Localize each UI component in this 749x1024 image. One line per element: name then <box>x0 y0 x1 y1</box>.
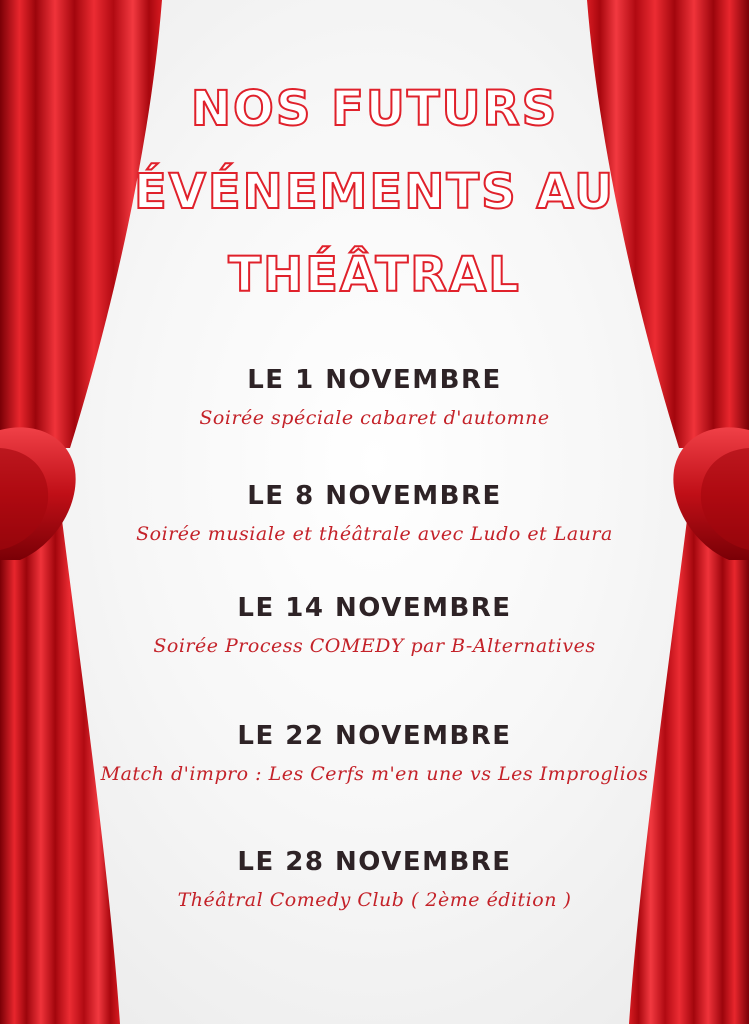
event-date: LE 22 NOVEMBRE <box>237 721 512 751</box>
event-description: Théâtral Comedy Club ( 2ème édition ) <box>177 889 572 911</box>
poster-title <box>0 68 749 317</box>
event-item <box>0 480 749 548</box>
title-line-1: NOS FUTURS <box>190 81 559 137</box>
event-date: LE 14 NOVEMBRE <box>237 593 512 623</box>
event-item <box>0 720 749 788</box>
event-description: Match d'impro : Les Cerfs m'en une vs Les Improglios <box>100 763 649 785</box>
event-item <box>0 364 749 432</box>
title-line-2: ÉVÉNEMENTS AU <box>133 164 616 220</box>
title-line-3: THÉÂTRAL <box>228 247 521 303</box>
event-item <box>0 846 749 914</box>
event-date: LE 28 NOVEMBRE <box>237 847 512 877</box>
event-description: Soirée Process COMEDY par B-Alternatives <box>153 635 596 657</box>
event-description: Soirée musiale et théâtrale avec Ludo et Laura <box>136 523 613 545</box>
event-date: LE 1 NOVEMBRE <box>247 365 502 395</box>
event-item <box>0 592 749 660</box>
event-date: LE 8 NOVEMBRE <box>247 481 502 511</box>
event-description: Soirée spéciale cabaret d'automne <box>199 407 550 429</box>
